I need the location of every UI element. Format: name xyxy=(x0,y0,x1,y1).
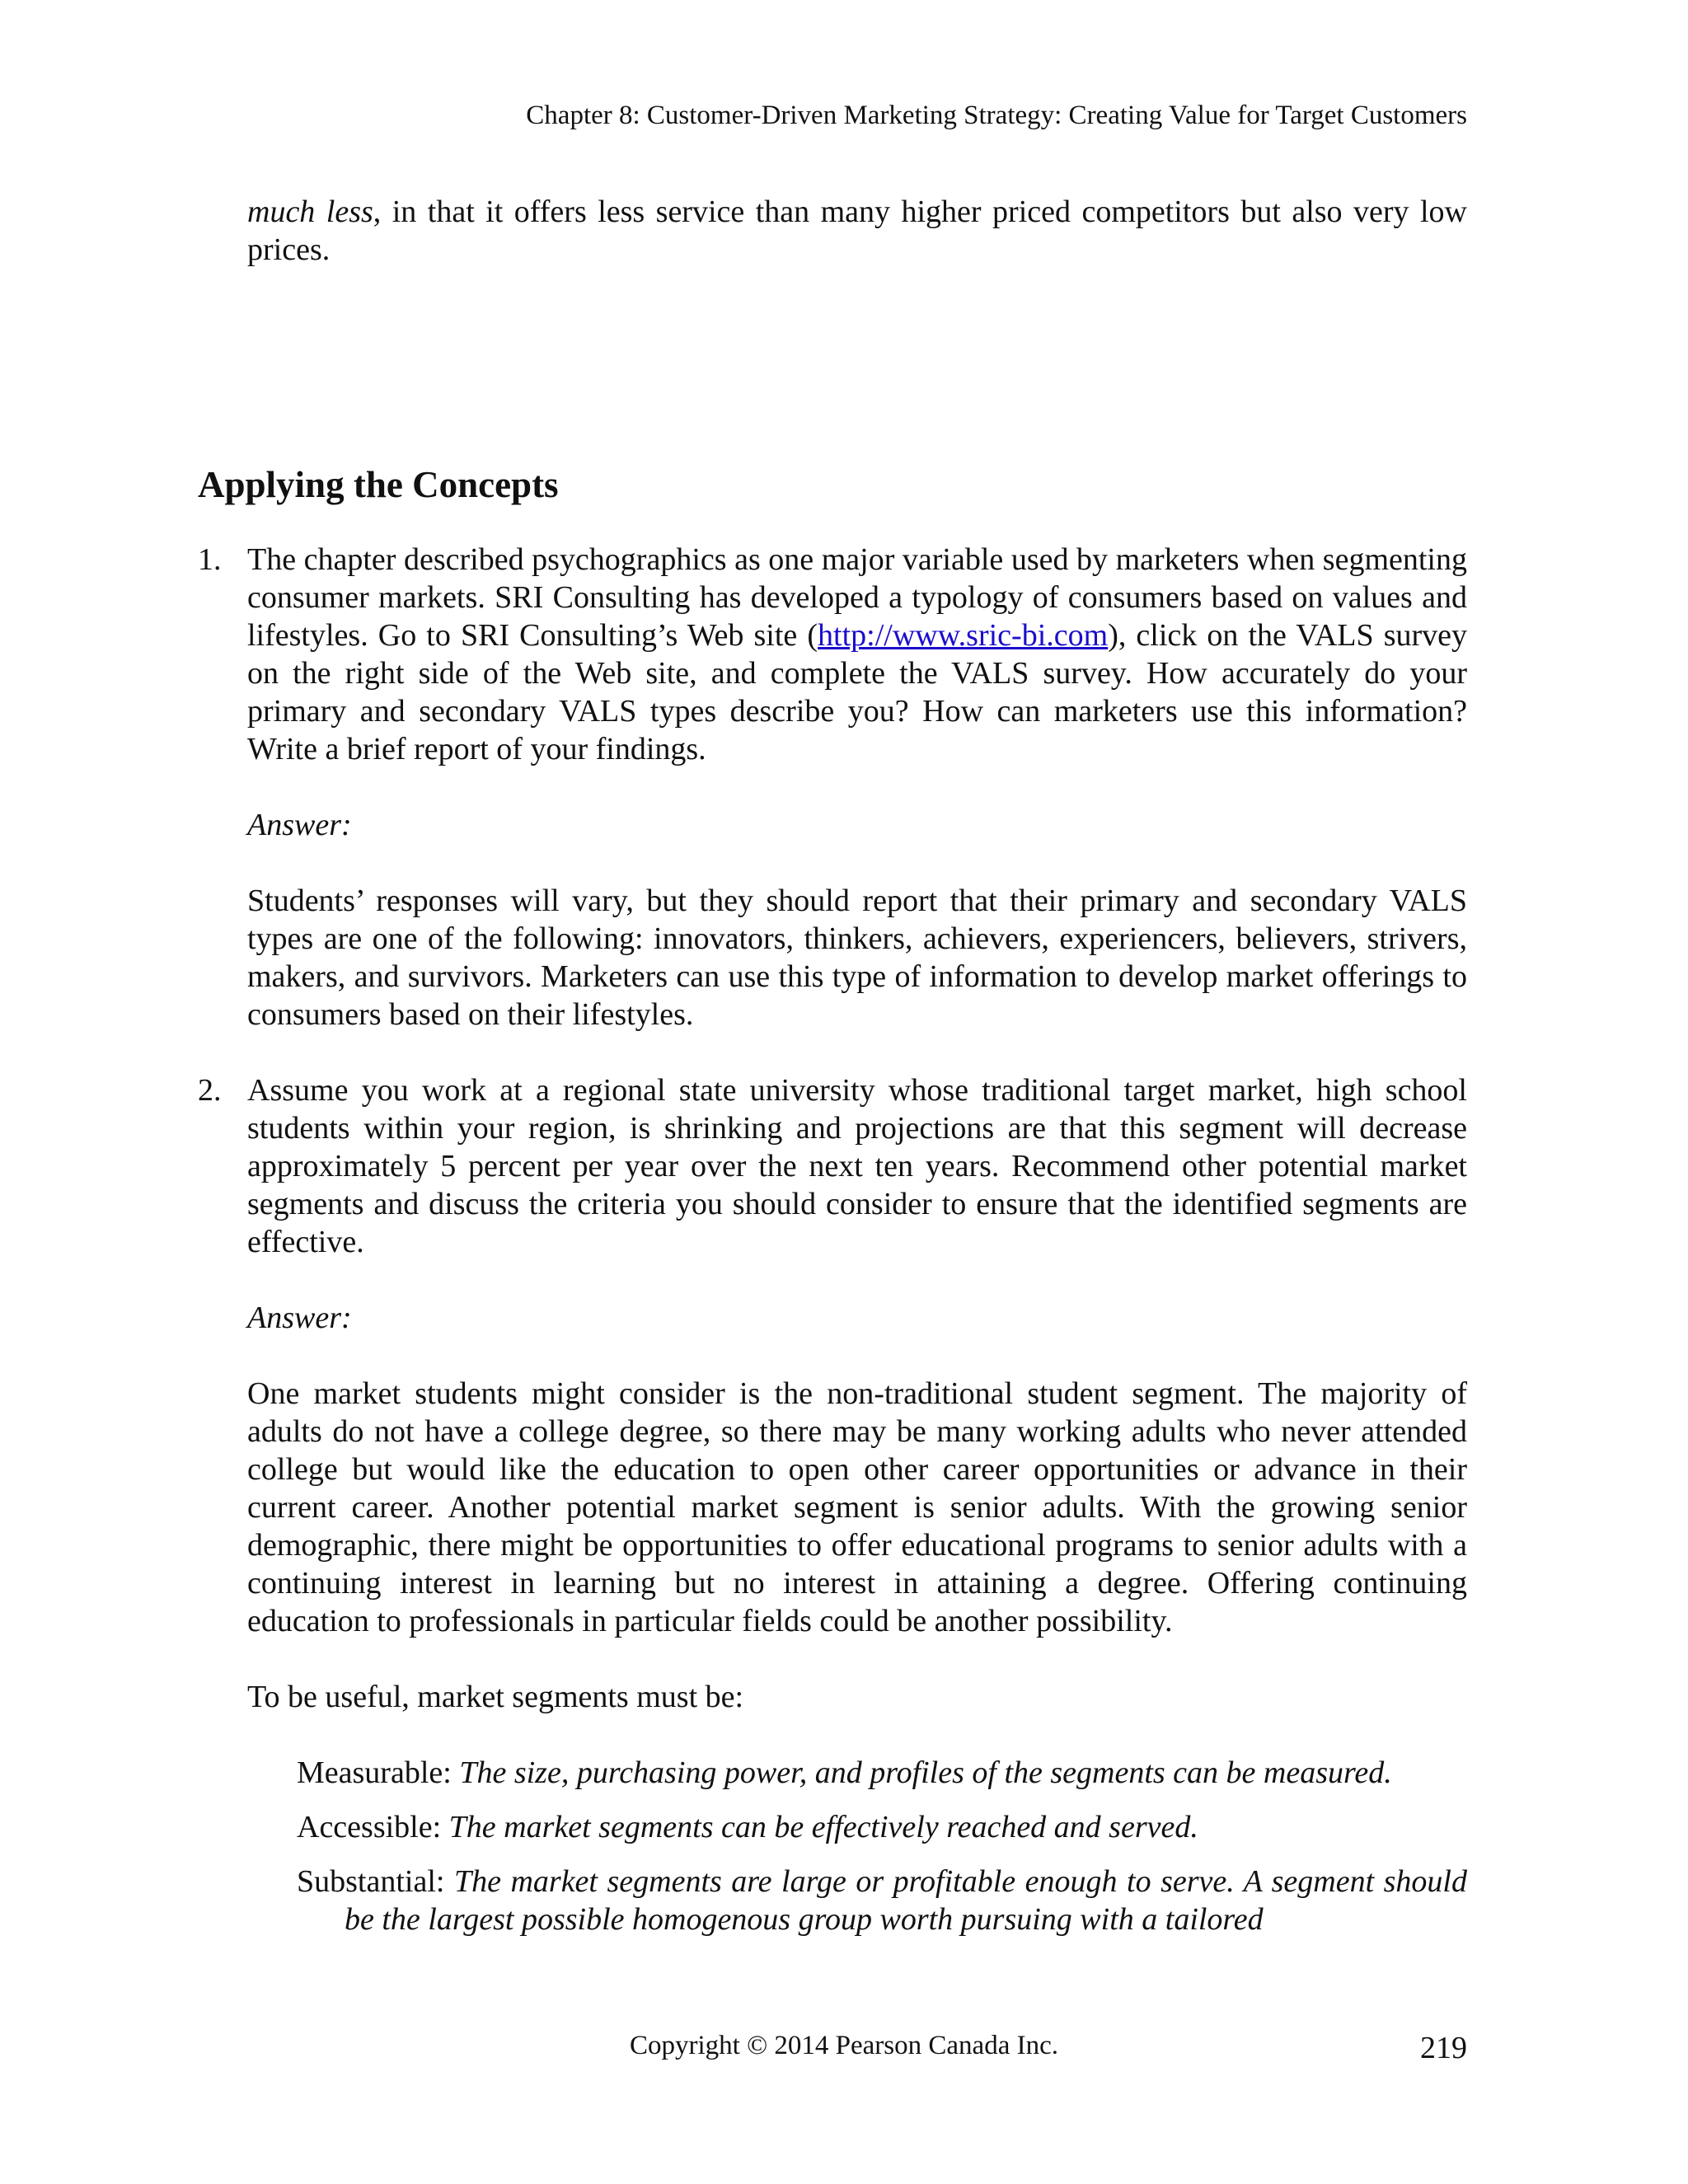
question-2-number: 2. xyxy=(198,1073,222,1108)
question-1-text-after-link: ), click on the VALS survey on the right side of the Web site, and complete the VALS survey. How accurately do your primary and secondary VALS types describe you? How can marketers use this information? Write a brief report of your findings. xyxy=(247,618,1468,766)
question-1-number: 1. xyxy=(198,542,222,577)
intro-paragraph xyxy=(247,193,1467,269)
criterion-substantial-definition: The market segments are large or profitable enough to serve. A segment should be the largest possible homogenous group worth pursuing with a tailored xyxy=(345,1864,1467,1937)
question-1-text-before-link: The chapter described psychographics as one major variable used by marketers when segmenting consumer markets. SRI Consulting has developed a typology of consumers based on values and lifestyles. Go to SRI Consulting’s Web site ( xyxy=(247,542,1467,653)
question-2-text: Assume you work at a regional state university whose traditional target market, high school students within your region, is shrinking and projections are that this segment will decrease approximately 5 percent per year over the next ten years. Recommend other potential market segments and discuss the criteria you should consider to ensure that the identified segments are effective. xyxy=(247,1073,1467,1259)
running-header: Chapter 8: Customer-Driven Marketing Strategy: Creating Value for Target Customers xyxy=(526,101,1467,130)
criterion-substantial-term: Substantial: xyxy=(297,1864,454,1899)
question-1-text xyxy=(247,541,1467,768)
sric-bi-link[interactable]: http://www.sric-bi.com xyxy=(818,618,1109,653)
criterion-measurable-term: Measurable: xyxy=(297,1755,460,1790)
question-2-answer: One market students might consider is the non-traditional student segment. The majority of adults do not have a college degree, so there may be many working adults who never attended college but would like the education to open other career opportunities or advance in their current career. Another potential market segment is senior adults. With the growing senior demographic, there might be opportunities to offer educational programs to senior adults with a continuing interest in learning but no interest in attaining a degree. Offering continuing education to professionals in particular fields could be another possibility. xyxy=(247,1376,1467,1638)
criterion-accessible-term: Accessible: xyxy=(297,1810,449,1844)
criteria-intro: To be useful, market segments must be: xyxy=(247,1680,744,1714)
intro-text: , in that it offers less service than many higher priced competitors but also very low prices. xyxy=(247,194,1468,267)
question-1-answer-label: Answer: xyxy=(247,808,352,842)
criterion-measurable xyxy=(297,1754,1467,1792)
question-2-answer-label: Answer: xyxy=(247,1301,352,1335)
criterion-accessible-definition: The market segments can be effectively reached and served. xyxy=(448,1810,1198,1844)
page-number: 219 xyxy=(1420,2031,1467,2065)
criterion-substantial xyxy=(297,1863,1467,1938)
intro-lead-italic: much less xyxy=(247,194,373,229)
criterion-accessible xyxy=(297,1808,1467,1846)
criterion-measurable-definition: The size, purchasing power, and profiles of the segments can be measured. xyxy=(459,1755,1392,1790)
question-1-answer: Students’ responses will vary, but they should report that their primary and secondary VALS types are one of the following: innovators, thinkers, achievers, experiencers, believers, strivers, makers, and survivors. Marketers can use this type of information to develop market offerings to consumers based on their lifestyles. xyxy=(247,883,1467,1032)
footer-copyright: Copyright © 2014 Pearson Canada Inc. xyxy=(630,2031,1058,2060)
section-title: Applying the Concepts xyxy=(198,464,559,505)
